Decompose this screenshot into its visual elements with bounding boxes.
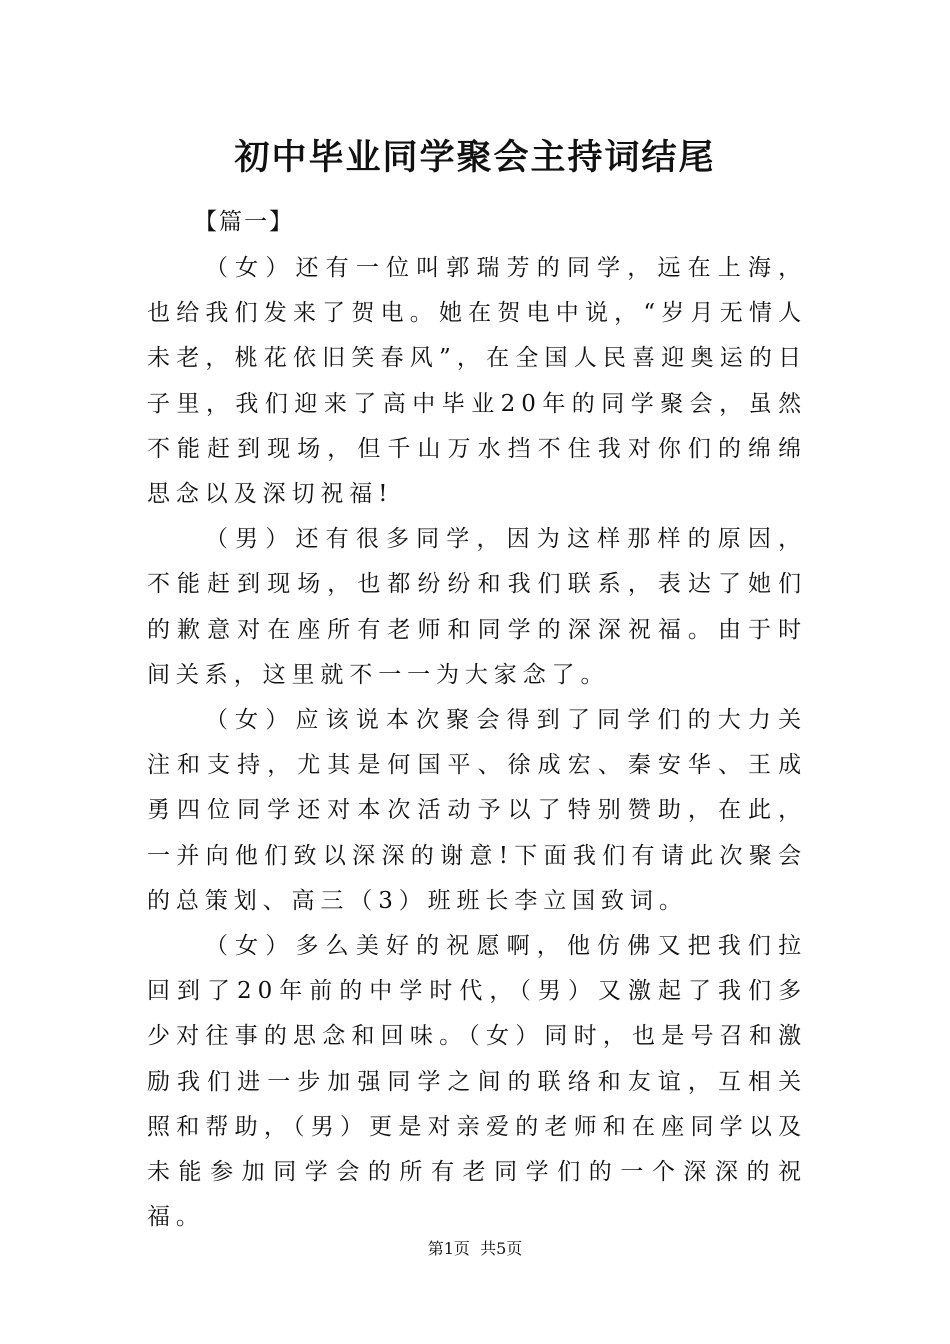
page-number: 第1页 共5页 (427, 1239, 523, 1258)
document-body (147, 246, 807, 1240)
document-title: 初中毕业同学聚会主持词结尾 (234, 137, 716, 178)
page-footer (0, 1238, 950, 1260)
paragraph: （女）还有一位叫郭瑞芳的同学，远在上海，也给我们发来了贺电。她在贺电中说，“岁月无情人未老，桃花依旧笑春风”，在全国人民喜迎奥运的日子里，我们迎来了高中毕业20年的同学聚会，虽然不能赶到现场，但千山万水挡不住我对你们的绵绵思念以及深切祝福! (147, 255, 807, 508)
paragraph: （男）还有很多同学，因为这样那样的原因，不能赶到现场，也都纷纷和我们联系，表达了她们的歉意对在座所有老师和同学的深深祝福。由于时间关系，这里就不一一为大家念了。 (147, 526, 807, 688)
paragraph: （女）多么美好的祝愿啊，他仿佛又把我们拉回到了20年前的中学时代，（男）又激起了我们多少对往事的思念和回味。（女）同时，也是号召和激励我们进一步加强同学之间的联络和友谊，互相关照和帮助，（男）更是对亲爱的老师和在座同学以及未能参加同学会的所有老同学们的一个深深的祝福。 (147, 933, 807, 1231)
paragraph: （女）应该说本次聚会得到了同学们的大力关注和支持，尤其是何国平、徐成宏、秦安华、王成勇四位同学还对本次活动予以了特别赞助，在此，一并向他们致以深深的谢意!下面我们有请此次聚会的总策划、高三（3）班班长李立国致词。 (147, 707, 807, 914)
section-label: 【篇一】 (194, 209, 294, 235)
